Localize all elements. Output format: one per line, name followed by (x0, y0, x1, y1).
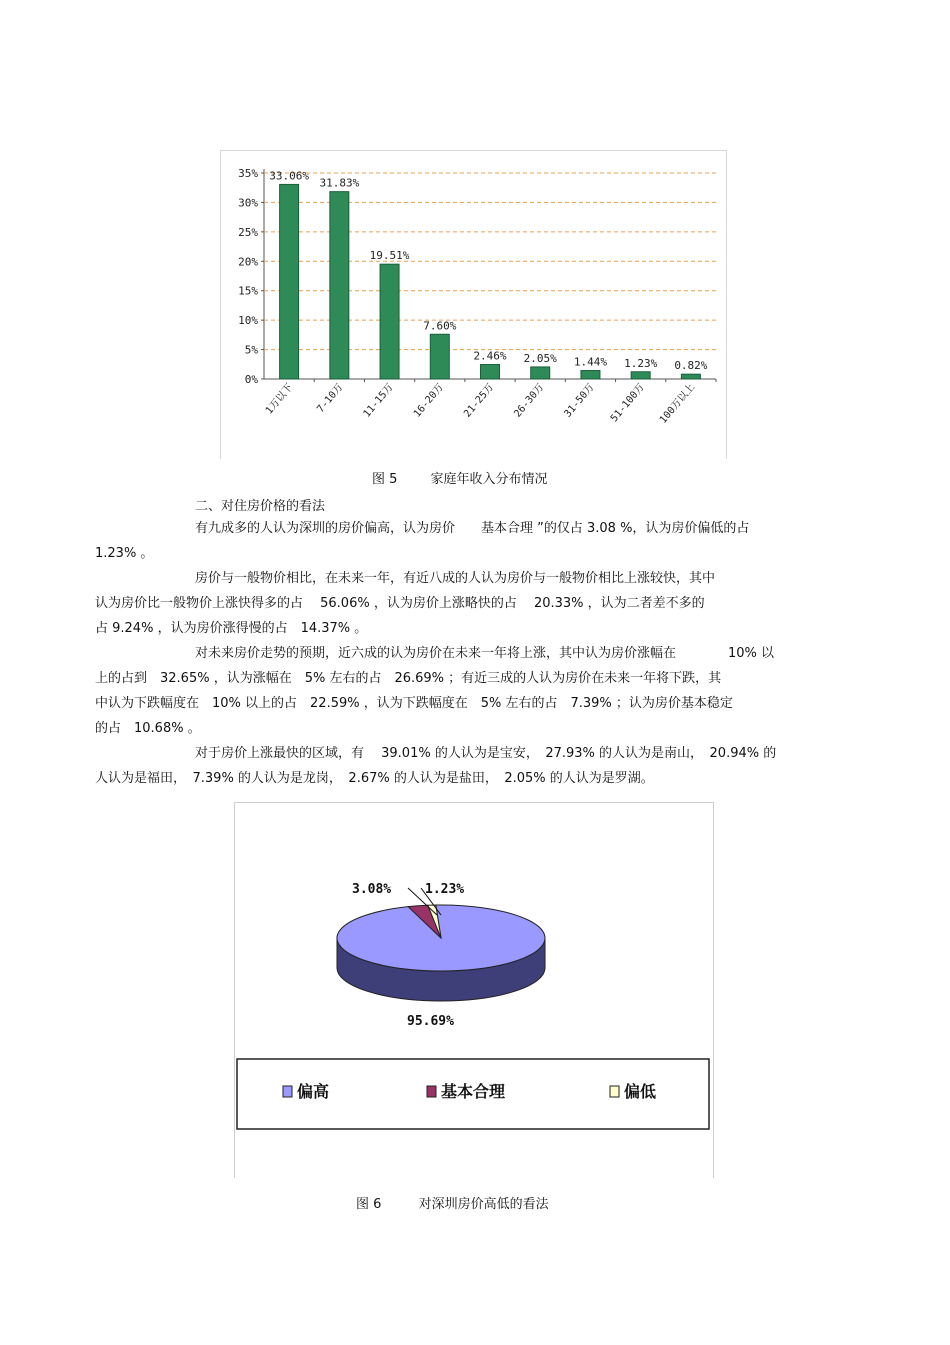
paragraph-3-line-4: 的占 10.68% 。 (95, 721, 201, 736)
paragraph-2-first-line: 房价与一般物价相比，在未来一年，有近八成的人认为房价与一般物价相比上涨较快，其中 (195, 571, 716, 586)
pie-legend (237, 1059, 709, 1129)
bar-value-label: 7.60% (423, 319, 457, 333)
bar (280, 184, 299, 379)
y-tick-label: 25% (238, 225, 258, 239)
bar (330, 192, 349, 379)
paragraph-1-first-line: 有九成多的人认为深圳的房价偏高，认为房价 基本合理 ”的仅占 3.08 %，认为房价偏低的占 (195, 521, 750, 536)
x-tick-label: 26-30万 (512, 381, 547, 420)
bar-value-label: 31.83% (319, 176, 360, 190)
x-tick-label: 21-25万 (462, 381, 497, 420)
bar-value-label: 2.46% (473, 349, 507, 363)
y-tick-label: 15% (238, 284, 258, 298)
body-text (95, 516, 807, 791)
paragraph-3 (95, 641, 807, 741)
x-tick-label: 16-20万 (411, 381, 447, 420)
x-tick-label: 11-15万 (361, 381, 396, 420)
pie-label-high: 95.69% (407, 1014, 454, 1029)
paragraph-2-line-2: 认为房价比一般物价上涨快得多的占 56.06% ，认为房价上涨略快的占 20.33% ，认为二者差不多的 (95, 596, 705, 611)
y-tick-label: 20% (238, 255, 258, 269)
income-bar-chart (220, 150, 727, 459)
legend-swatch (427, 1086, 436, 1097)
legend-label: 偏低 (624, 1082, 657, 1101)
bar-value-label: 1.44% (573, 355, 608, 369)
paragraph-3-line-2: 上的占到 32.65% ，认为涨幅在 5% 左右的占 26.69% ；有近三成的人认为房价在未来一年将下跌，其 (95, 671, 722, 686)
pie-label-reasonable: 3.08% (352, 882, 392, 897)
y-tick-label: 30% (238, 196, 258, 210)
bar-value-label: 2.05% (523, 351, 557, 365)
figure5-caption-number: 图 5 (372, 472, 398, 487)
bar (631, 372, 650, 379)
pie-chart-canvas (235, 803, 713, 1178)
legend-swatch (283, 1086, 292, 1097)
bar (681, 374, 700, 379)
x-tick-label: 31-50万 (562, 381, 597, 420)
bar-value-label: 19.51% (369, 249, 410, 263)
x-tick-label: 100万以上 (657, 381, 698, 426)
y-tick-label: 5% (244, 343, 258, 357)
pie-label-low: 1.23% (425, 882, 465, 897)
bar (531, 367, 550, 379)
paragraph-2 (95, 566, 807, 641)
x-tick-label: 51-100万 (608, 381, 647, 425)
figure6-caption-number: 图 6 (356, 1197, 382, 1212)
figure5-caption-title: 家庭年收入分布情况 (430, 472, 548, 487)
bar-chart-canvas (221, 151, 726, 459)
x-tick-label: 1万以下 (263, 381, 296, 417)
paragraph-1-line-2: 1.23% 。 (95, 546, 154, 561)
legend-swatch (610, 1086, 619, 1097)
x-tick-label: 7-10万 (315, 381, 346, 416)
bar (581, 371, 600, 379)
paragraph-4 (95, 741, 807, 791)
paragraph-4-first-line: 对于房价上涨最快的区域，有 39.01% 的人认为是宝安， 27.93% 的人认为是南山， 20.94% 的 (195, 746, 777, 761)
paragraph-4-line-2: 人认为是福田， 7.39% 的人认为是龙岗， 2.67% 的人认为是盐田， 2.05% 的人认为是罗湖。 (95, 771, 654, 786)
bar-value-label: 33.06% (269, 169, 309, 183)
paragraph-2-line-3: 占 9.24% ，认为房价涨得慢的占 14.37% 。 (95, 621, 368, 636)
bar (380, 264, 399, 379)
bar-value-label: 1.23% (624, 356, 658, 370)
bar (430, 334, 449, 379)
y-tick-label: 35% (238, 167, 258, 180)
bar-value-label: 0.82% (674, 359, 708, 373)
figure6-caption (356, 1193, 549, 1212)
paragraph-3-line-3: 中认为下跌幅度在 10% 以上的占 22.59% ，认为下跌幅度在 5% 左右的占 7.39% ；认为房价基本稳定 (95, 696, 733, 711)
paragraph-1 (95, 516, 807, 566)
legend-label: 偏高 (297, 1082, 330, 1101)
price-opinion-pie-chart (234, 802, 714, 1178)
y-tick-label: 0% (244, 373, 258, 386)
section-title: 二、对住房价格的看法 (195, 499, 326, 514)
figure6-caption-title: 对深圳房价高低的看法 (418, 1197, 549, 1212)
paragraph-3-first-line: 对未来房价走势的预期，近六成的认为房价在未来一年将上涨，其中认为房价涨幅在 10% 以 (195, 646, 775, 661)
bar (481, 365, 500, 379)
legend-label: 基本合理 (441, 1082, 506, 1101)
figure5-caption (372, 468, 547, 487)
y-tick-label: 10% (238, 314, 258, 328)
